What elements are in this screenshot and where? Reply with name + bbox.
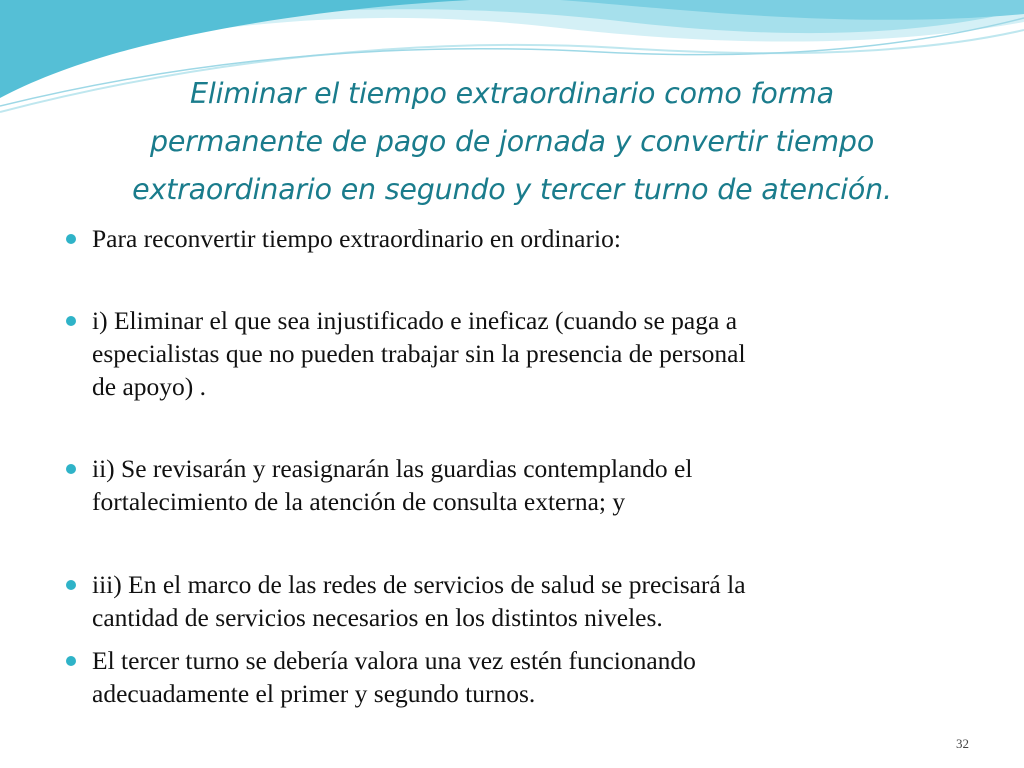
bullet-dot-icon <box>66 464 76 474</box>
bullet-dot-icon <box>66 656 76 666</box>
bullet-dot-icon <box>66 234 76 244</box>
bullet-text-line: iii) En el marco de las redes de servicios de salud se precisará la <box>92 570 746 599</box>
bullet-text-line: fortalecimiento de la atención de consulta externa; y <box>92 487 626 516</box>
title-line: Eliminar el tiempo extraordinario como forma <box>190 77 834 110</box>
bullet-item <box>92 568 962 634</box>
bullet-item <box>92 644 962 710</box>
bullet-item <box>92 304 962 403</box>
bullet-text-line: de apoyo) . <box>92 372 207 401</box>
bullet-text-line: especialistas que no pueden trabajar sin la presencia de personal <box>92 339 746 368</box>
bullet-item <box>92 222 962 255</box>
bullet-text-line: ii) Se revisarán y reasignarán las guardias contemplando el <box>92 454 693 483</box>
bullet-text-line: Para reconvertir tiempo extraordinario en ordinario: <box>92 224 621 253</box>
bullet-text-line: cantidad de servicios necesarios en los distintos niveles. <box>92 603 663 632</box>
title-line: extraordinario en segundo y tercer turno de atención. <box>132 173 892 206</box>
bullet-dot-icon <box>66 580 76 590</box>
bullet-item <box>92 452 962 518</box>
bullet-dot-icon <box>66 316 76 326</box>
title-line: permanente de pago de jornada y convertir tiempo <box>149 125 875 158</box>
bullet-text-line: adecuadamente el primer y segundo turnos. <box>92 679 536 708</box>
page-number: 32 <box>956 736 969 751</box>
bullet-text-line: El tercer turno se debería valora una vez estén funcionando <box>92 646 696 675</box>
bullet-text-line: i) Eliminar el que sea injustificado e ineficaz (cuando se paga a <box>92 306 738 335</box>
